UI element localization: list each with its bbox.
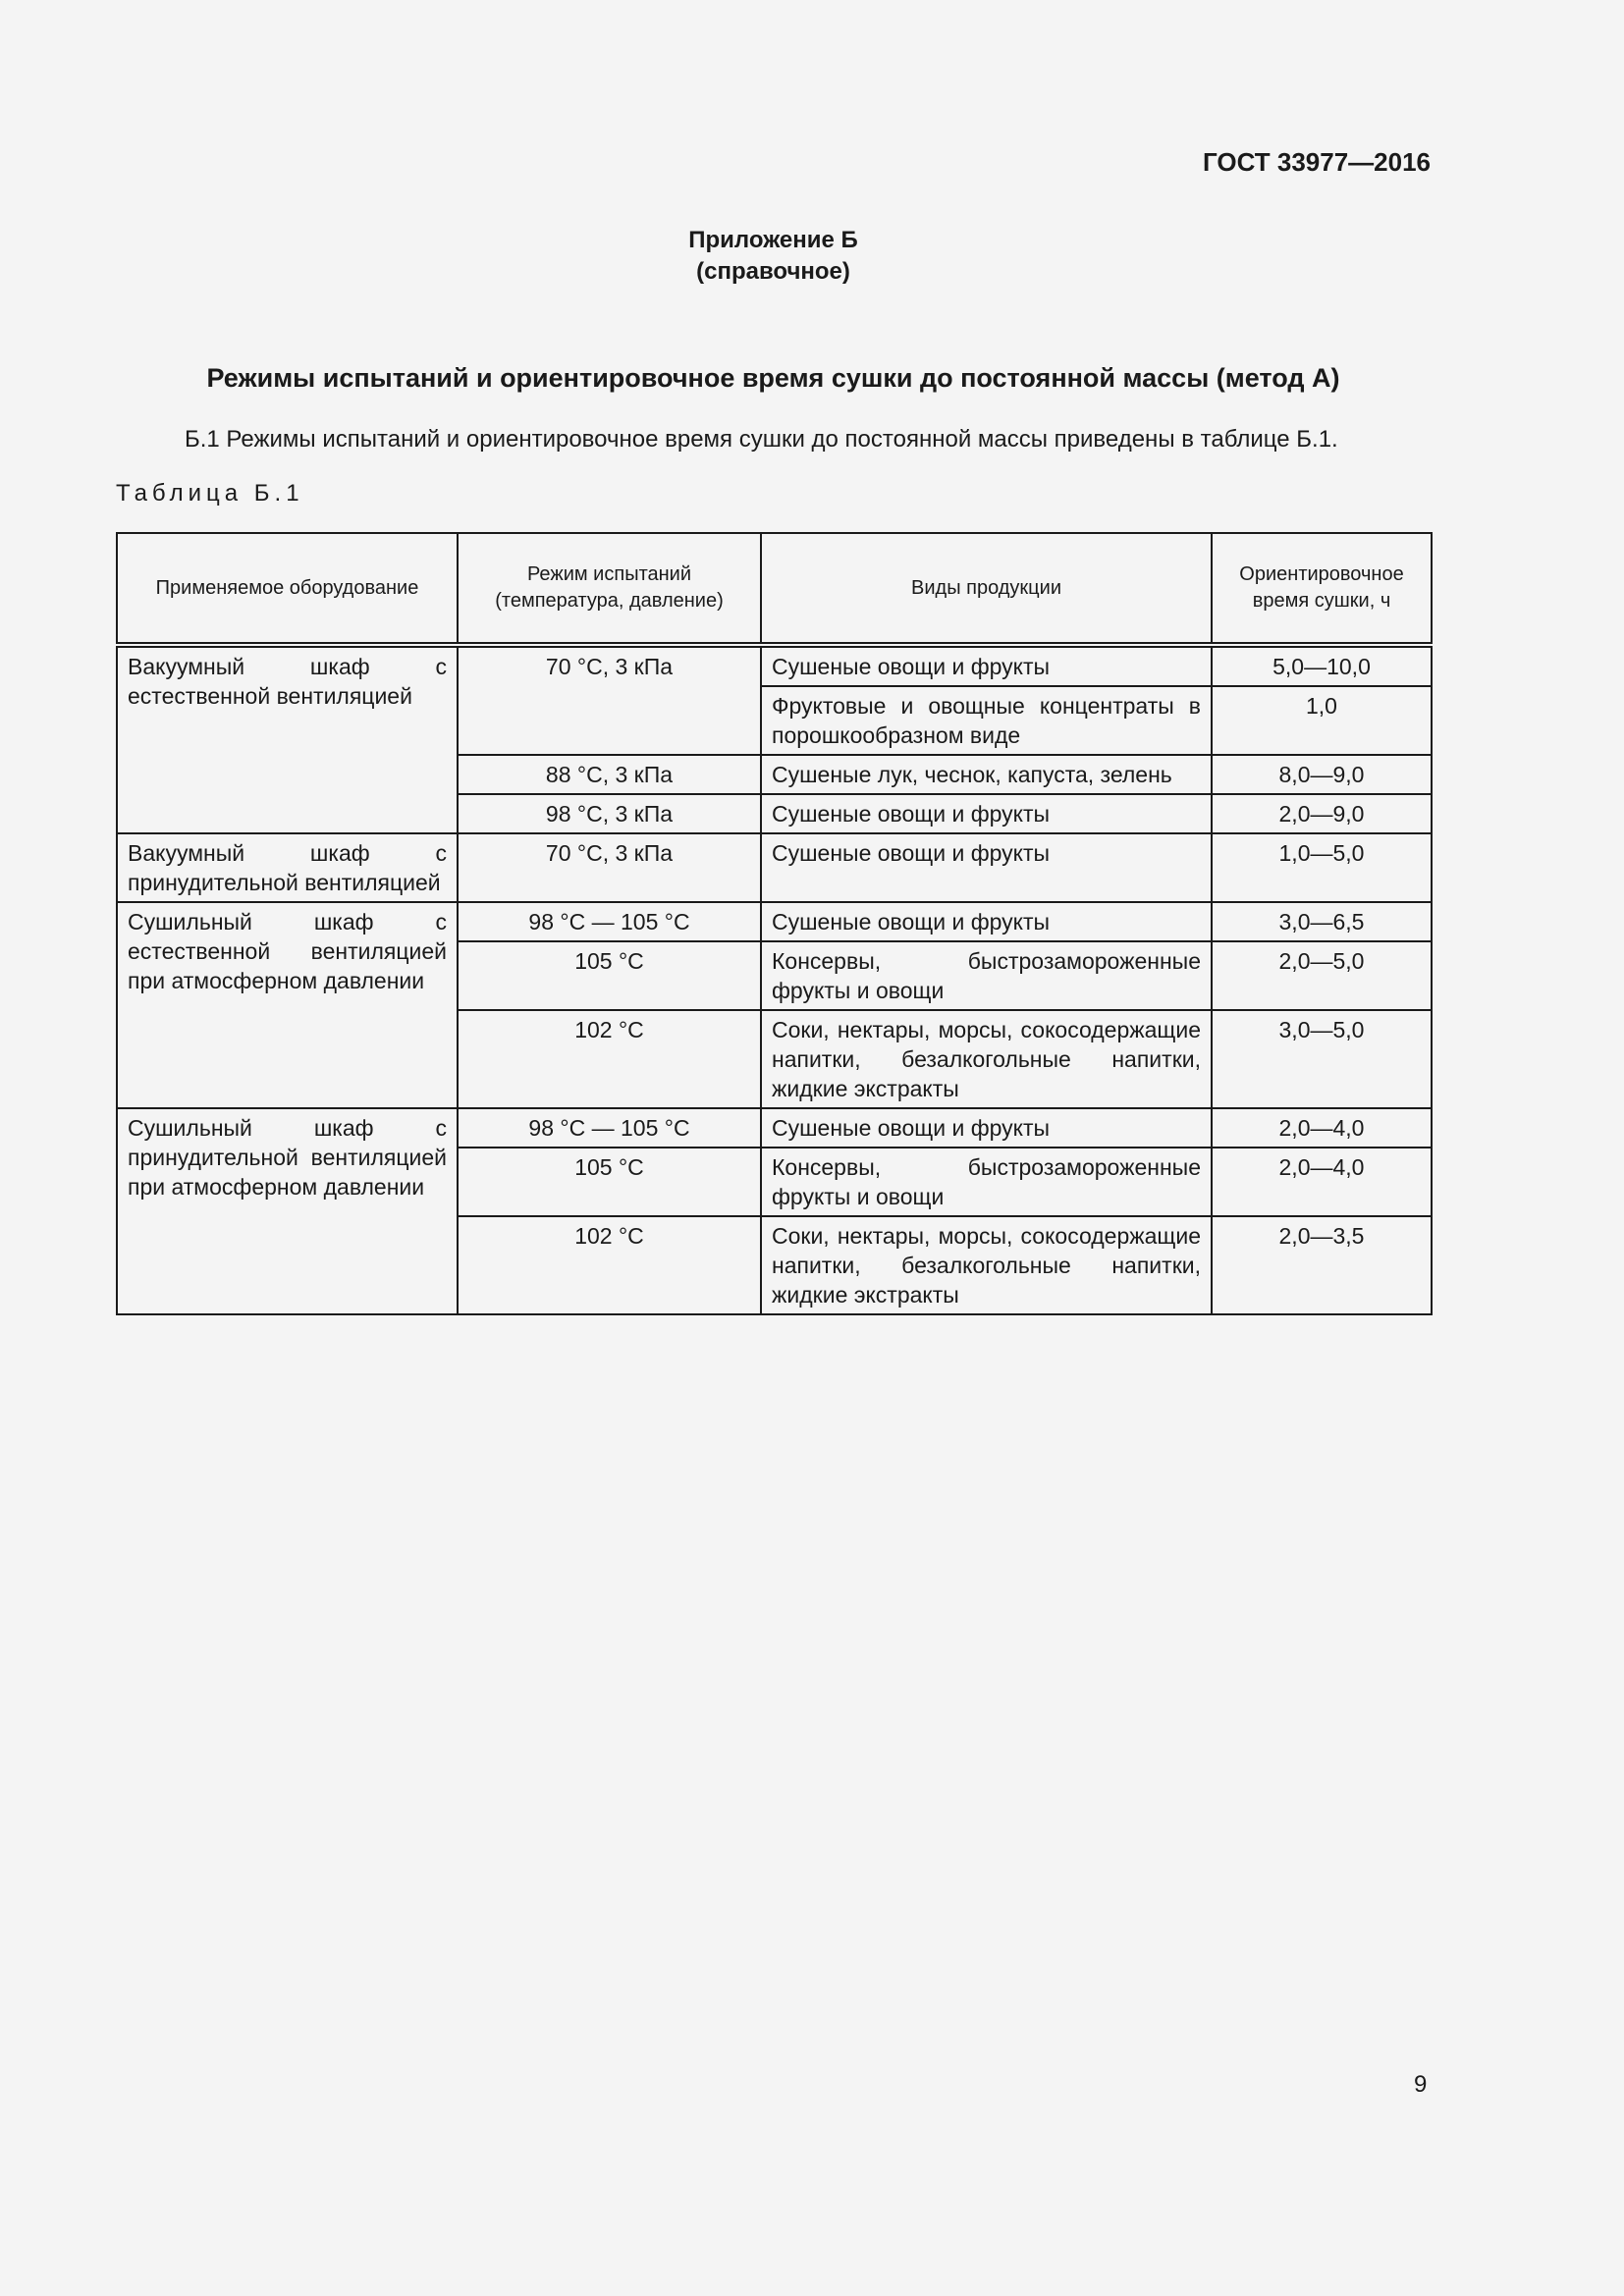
time-cell: 2,0—4,0 xyxy=(1212,1148,1432,1216)
table-header-row xyxy=(117,533,1432,645)
section-title: Режимы испытаний и ориентировочное время сушки до постоянной массы (метод А) xyxy=(206,363,1340,393)
appendix-title: Приложение Б xyxy=(688,227,858,253)
product-cell: Сушеные овощи и фрукты xyxy=(761,902,1212,941)
product-cell: Сушеные овощи и фрукты xyxy=(761,833,1212,902)
time-cell: 2,0—9,0 xyxy=(1212,794,1432,833)
time-cell: 2,0—4,0 xyxy=(1212,1108,1432,1148)
mode-cell: 105 °С xyxy=(458,941,761,1010)
mode-cell: 98 °С — 105 °С xyxy=(458,902,761,941)
product-cell: Сушеные овощи и фрукты xyxy=(761,794,1212,833)
product-cell: Соки, нектары, морсы, сокосодержащие напитки, безалкогольные напитки, жидкие экстракты xyxy=(761,1216,1212,1314)
equipment-cell: Сушильный шкаф с принудительной вентиляцией при атмосферном давлении xyxy=(117,1108,458,1314)
mode-cell: 102 °С xyxy=(458,1010,761,1108)
time-cell: 5,0—10,0 xyxy=(1212,645,1432,686)
mode-cell: 88 °С, 3 кПа xyxy=(458,755,761,794)
product-cell: Сушеные лук, чеснок, капуста, зелень xyxy=(761,755,1212,794)
appendix-subtitle: (справочное) xyxy=(696,258,850,285)
product-cell: Сушеные овощи и фрукты xyxy=(761,645,1212,686)
header-time: Ориентировочное время сушки, ч xyxy=(1212,533,1432,645)
mode-cell: 98 °С, 3 кПа xyxy=(458,794,761,833)
appendix-heading xyxy=(0,225,1546,288)
time-cell: 3,0—5,0 xyxy=(1212,1010,1432,1108)
document-code: ГОСТ 33977—2016 xyxy=(1203,147,1431,177)
product-cell: Фруктовые и овощные концентраты в порошкообразном виде xyxy=(761,686,1212,755)
table-row xyxy=(117,1108,1432,1148)
time-cell: 3,0—6,5 xyxy=(1212,902,1432,941)
time-cell: 8,0—9,0 xyxy=(1212,755,1432,794)
drying-modes-table xyxy=(116,532,1433,1315)
product-cell: Консервы, быстрозамороженные фрукты и овощи xyxy=(761,941,1212,1010)
intro-paragraph: Б.1 Режимы испытаний и ориентировочное время сушки до постоянной массы приведены в таблице Б.1. xyxy=(185,426,1338,453)
page-number: 9 xyxy=(1414,2071,1428,2098)
product-cell: Консервы, быстрозамороженные фрукты и овощи xyxy=(761,1148,1212,1216)
mode-cell: 102 °С xyxy=(458,1216,761,1314)
time-cell: 1,0 xyxy=(1212,686,1432,755)
equipment-cell: Вакуумный шкаф с принудительной вентиляцией xyxy=(117,833,458,902)
time-cell: 1,0—5,0 xyxy=(1212,833,1432,902)
mode-cell: 98 °С — 105 °С xyxy=(458,1108,761,1148)
table-row xyxy=(117,902,1432,941)
mode-cell: 70 °С, 3 кПа xyxy=(458,645,761,755)
equipment-cell: Вакуумный шкаф с естественной вентиляцией xyxy=(117,645,458,833)
product-cell: Сушеные овощи и фрукты xyxy=(761,1108,1212,1148)
header-equipment: Применяемое оборудование xyxy=(117,533,458,645)
equipment-cell: Сушильный шкаф с естественной вентиляцией при атмосферном давлении xyxy=(117,902,458,1108)
product-cell: Соки, нектары, морсы, сокосодержащие напитки, безалкогольные напитки, жидкие экстракты xyxy=(761,1010,1212,1108)
header-mode: Режим испытаний (температура, давление) xyxy=(458,533,761,645)
header-product: Виды продукции xyxy=(761,533,1212,645)
mode-cell: 70 °С, 3 кПа xyxy=(458,833,761,902)
time-cell: 2,0—3,5 xyxy=(1212,1216,1432,1314)
time-cell: 2,0—5,0 xyxy=(1212,941,1432,1010)
table-caption: Таблица Б.1 xyxy=(116,480,304,507)
mode-cell: 105 °С xyxy=(458,1148,761,1216)
table-row xyxy=(117,645,1432,686)
table-row xyxy=(117,833,1432,902)
